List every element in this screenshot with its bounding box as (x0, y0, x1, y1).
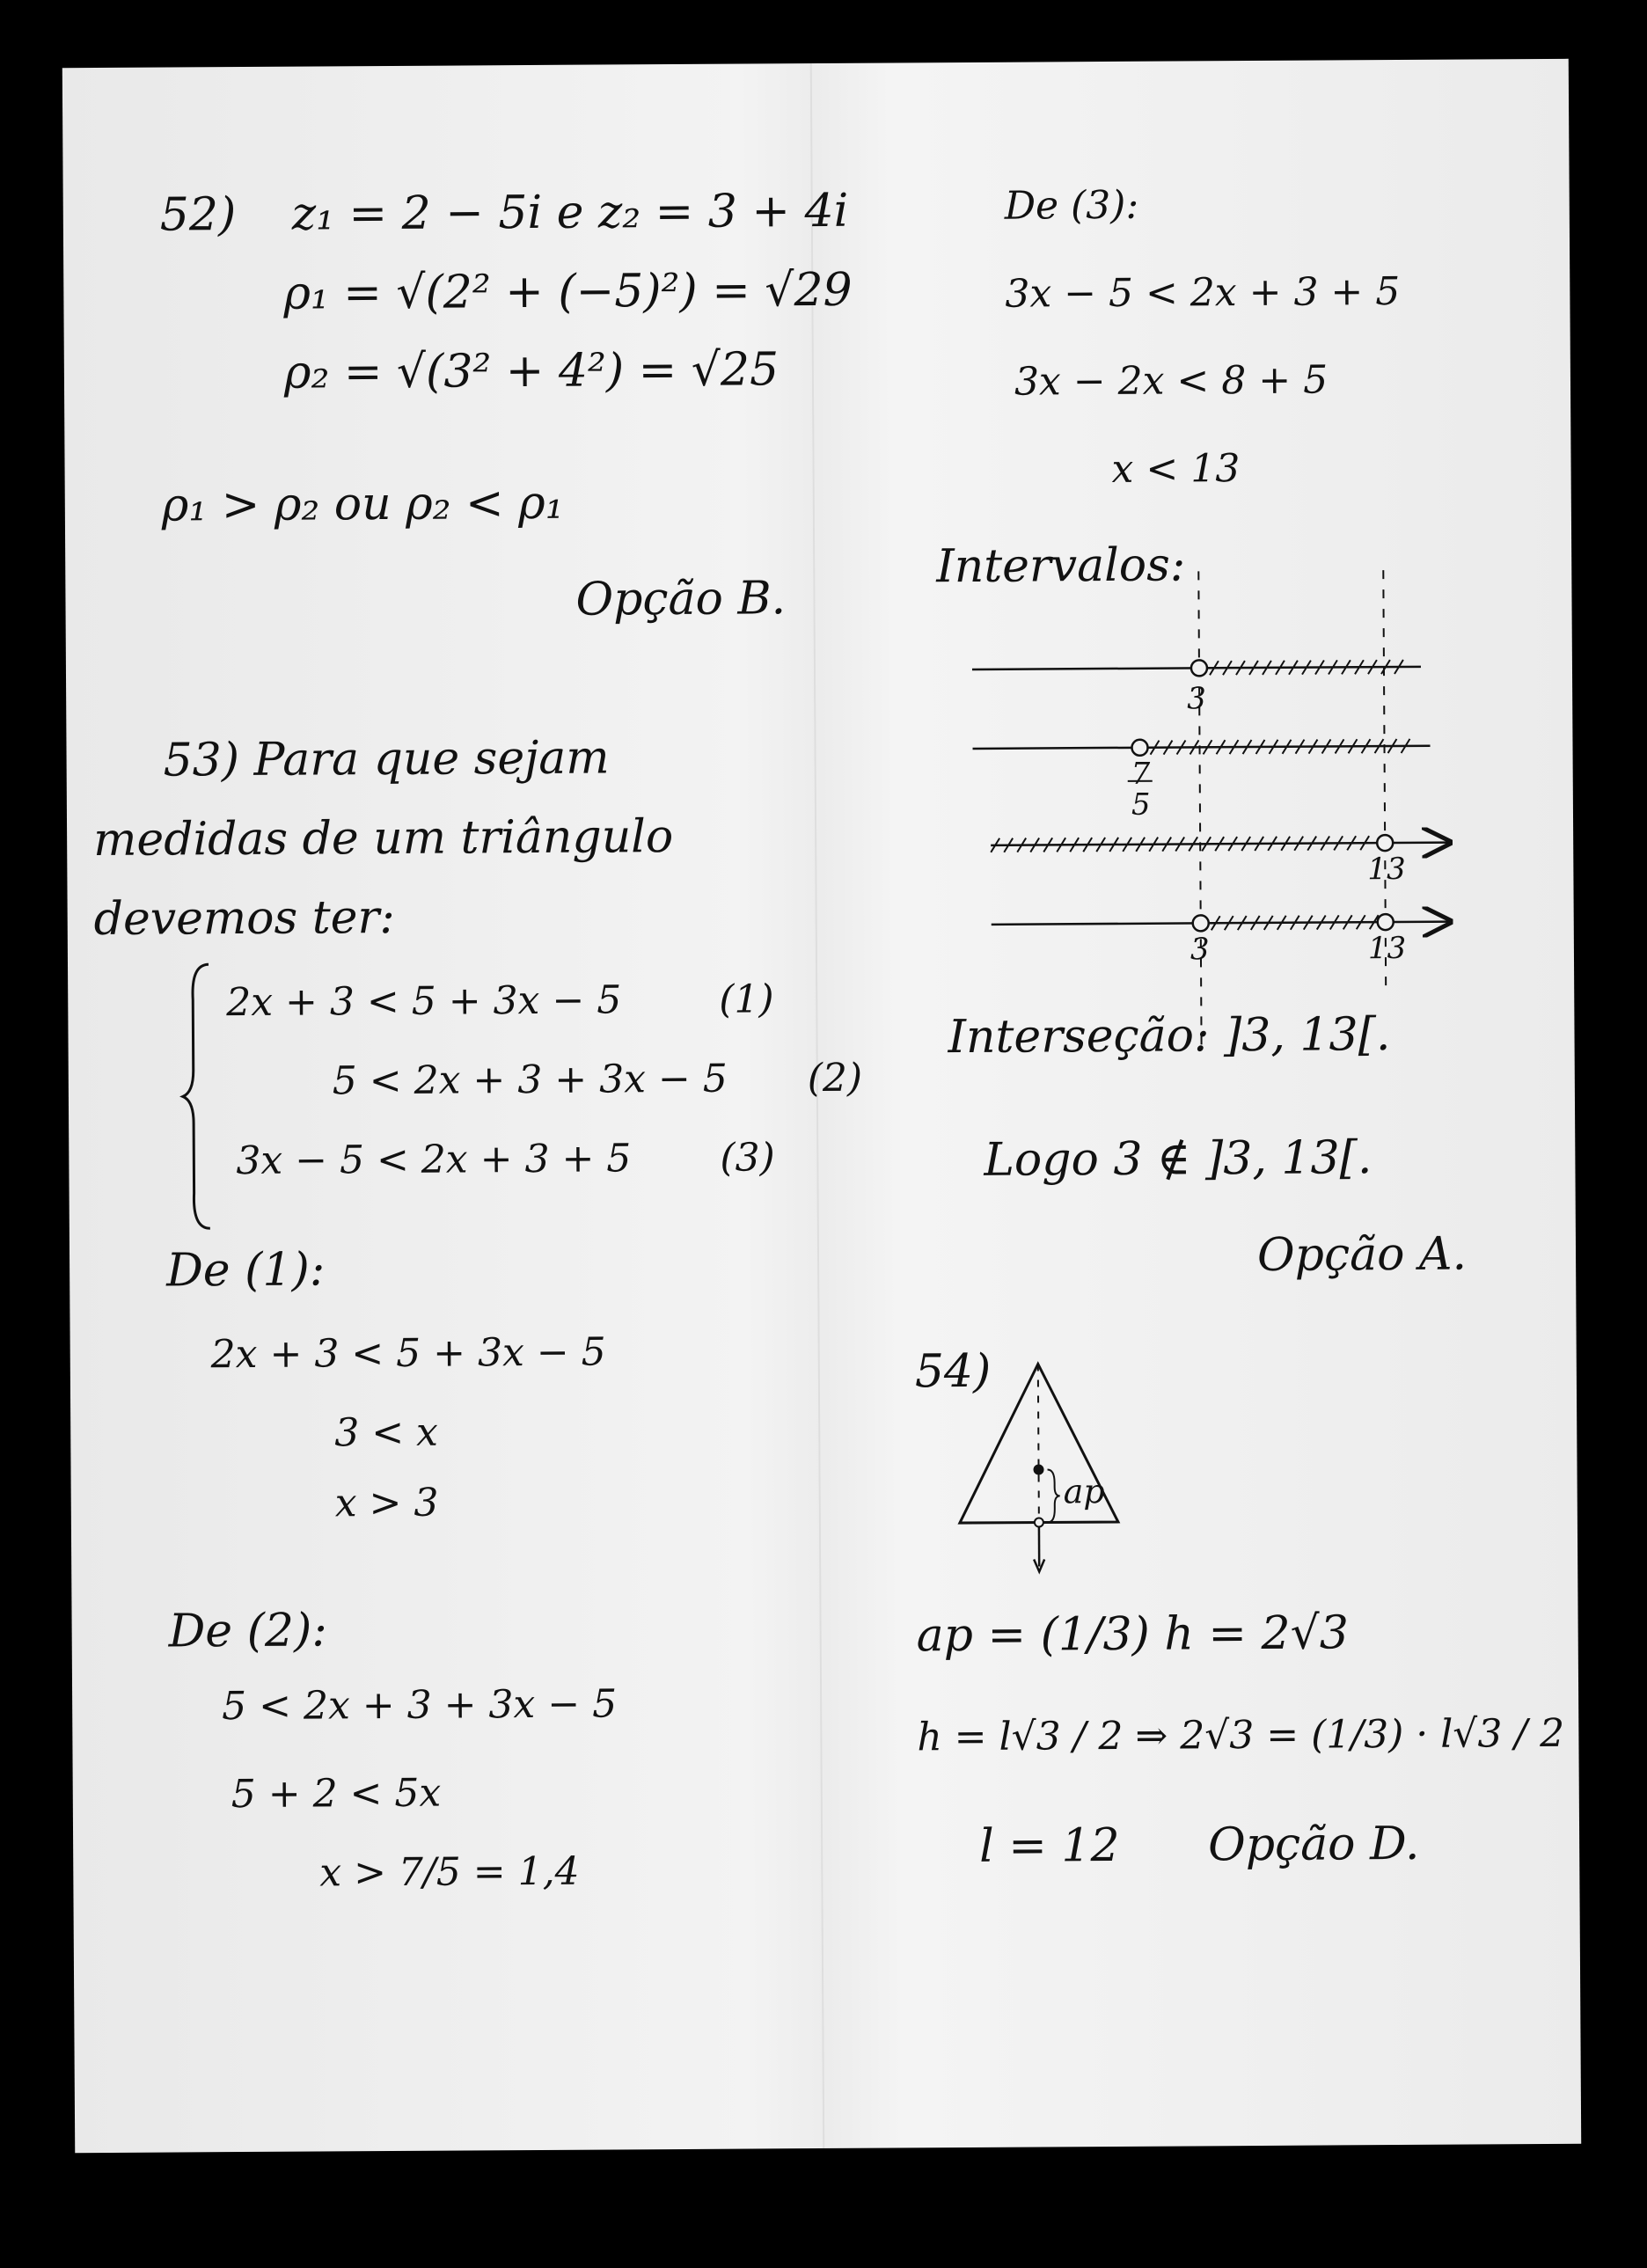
q54-number: 54) (914, 1344, 992, 1399)
q52-number: 52) (159, 188, 237, 242)
de1-step1: 2x + 3 < 5 + 3x − 5 (210, 1329, 606, 1378)
triangle-diagram (959, 1354, 1189, 1549)
de3-step3: x < 13 (1111, 446, 1241, 492)
intersection-text: Interseção: ]3, 13[. (948, 1008, 1391, 1064)
q52-rho1: ρ₁ = √(2² + (−5)²) = √29 (283, 263, 853, 320)
tick-13-line4: 13 (1367, 930, 1407, 967)
de2-step2: 5 + 2 < 5x (231, 1770, 442, 1818)
tick-3-line1: 3 (1187, 681, 1206, 717)
interval-diagram (971, 570, 1467, 1065)
system-tag1: (1) (719, 977, 774, 1022)
q54-l-line: l = 12 (978, 1818, 1120, 1873)
q54-option: Opção D. (1207, 1817, 1420, 1872)
de3-title: De (3): (1004, 182, 1139, 229)
de2-step3: x > 7/5 = 1,4 (319, 1848, 580, 1896)
paper-sheet (62, 59, 1581, 2153)
q53-intro-1: 53) Para que sejam (163, 731, 610, 787)
de2-step1: 5 < 2x + 3 + 3x − 5 (222, 1681, 618, 1730)
de3-step2: 3x − 2x < 8 + 5 (1014, 357, 1329, 405)
conclusion-text: Logo 3 ∉ ]3, 13[. (984, 1131, 1372, 1187)
tick-5: 5 (1131, 786, 1151, 823)
system-eq3: 3x − 5 < 2x + 3 + 5 (236, 1136, 632, 1184)
de3-step1: 3x − 5 < 2x + 3 + 5 (1005, 268, 1401, 317)
system-eq2: 5 < 2x + 3 + 3x − 5 (332, 1056, 728, 1104)
intervals-title: Intervalos: (936, 538, 1186, 594)
q52-compare: ρ₁ > ρ₂ ou ρ₂ < ρ₁ (161, 476, 564, 532)
q53-intro-3: devemos ter: (93, 890, 395, 947)
tick-13-line3: 13 (1367, 851, 1406, 888)
tick-3-line4: 3 (1190, 932, 1210, 968)
q52-z-line: z₁ = 2 − 5i e z₂ = 3 + 4i (291, 184, 849, 241)
system-tag3: (3) (720, 1135, 775, 1181)
de1-step3: x > 3 (334, 1480, 439, 1526)
system-eq1: 2x + 3 < 5 + 3x − 5 (226, 977, 622, 1026)
q54-h-line: h = l√3 / 2 ⇒ 2√3 = (1/3) · l√3 / 2 (917, 1710, 1565, 1760)
q53-intro-2: medidas de um triângulo (92, 810, 674, 867)
de1-title: De (1): (165, 1243, 326, 1298)
q52-rho2: ρ₂ = √(3² + 4²) = √25 (283, 343, 780, 399)
q53-option: Opção A. (1256, 1227, 1468, 1282)
q54-ap-line: ap = (1/3) h = 2√3 (916, 1606, 1349, 1663)
apothem-label: ap (1063, 1472, 1105, 1511)
de2-title: De (2): (168, 1604, 327, 1658)
tick-7: 7 (1131, 756, 1151, 792)
de1-step2: 3 < x (334, 1409, 439, 1456)
system-brace (182, 964, 219, 1228)
q52-option: Opção B. (575, 572, 787, 626)
fold-line (810, 63, 824, 2148)
system-tag2: (2) (807, 1055, 863, 1101)
